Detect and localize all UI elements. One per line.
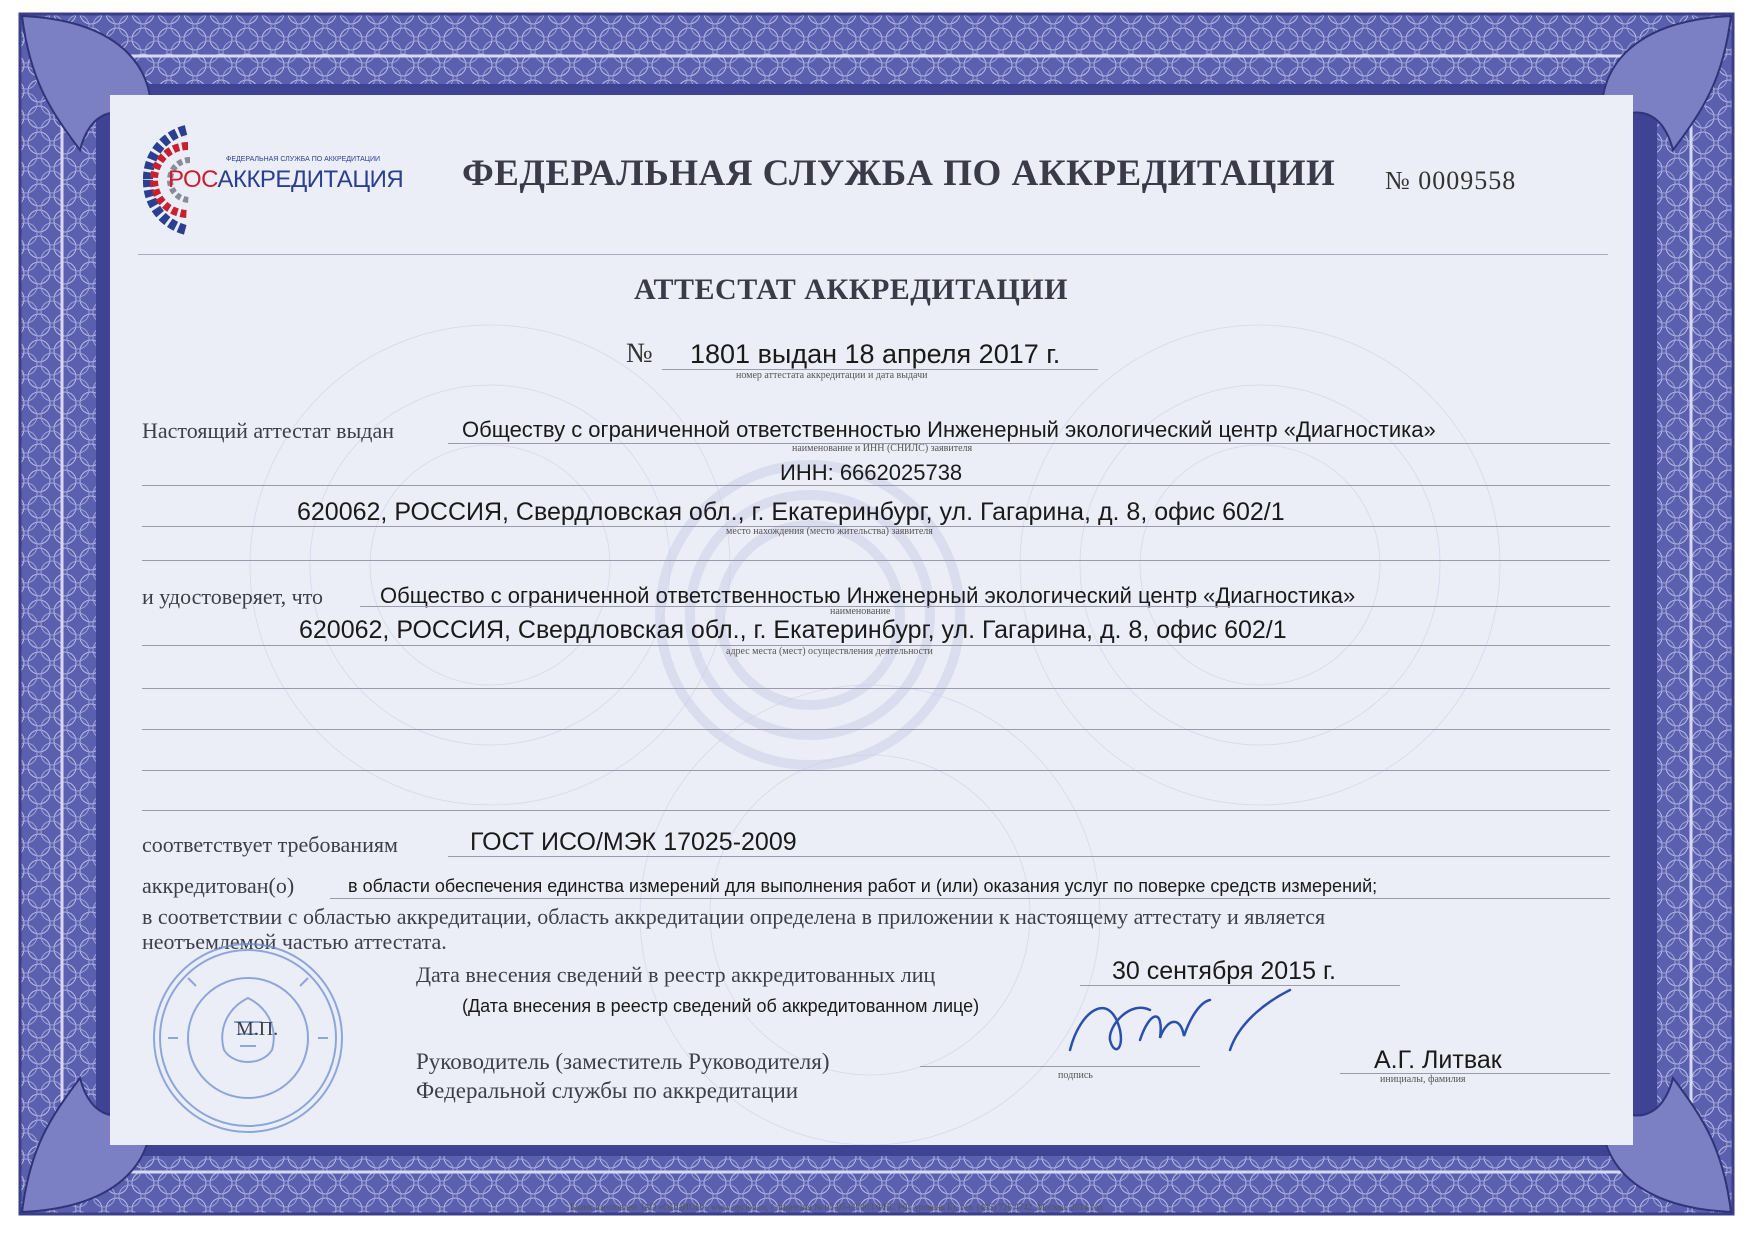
blank-line-2: [142, 688, 1610, 689]
requirements-value: ГОСТ ИСО/МЭК 17025-2009: [470, 828, 797, 856]
blank-line-3: [142, 729, 1610, 730]
stamp-place-label: М.П.: [236, 1018, 279, 1040]
requirements-line: [448, 856, 1610, 857]
accredited-note-line1: в соответствии с областью аккредитации, область аккредитации определена в приложении к настоящему аттестату и является: [142, 904, 1326, 929]
signature-caption: подпись: [1058, 1070, 1093, 1081]
footer-imprint: Бланк изготовлен ЗАО «ОПЦИОН», www.opcion.ru, ( лицензия № 05-05-09/003 ФНС РФ, уровень Б), тел. (495) 726 4742, Москва, 2014 год: [570, 1202, 1103, 1212]
accredited-note-line2: неотъемлемой частью аттестата.: [142, 929, 447, 954]
logo-wordmark-akk: АККРЕДИТАЦИЯ: [217, 166, 404, 193]
issued-to-name-line: [448, 443, 1610, 444]
handwritten-signature-icon: [1040, 980, 1320, 1070]
signatory-role-line1: Руководитель (заместитель Руководителя): [416, 1049, 830, 1074]
blank-line-1: [142, 560, 1610, 561]
certifies-address: 620062, РОССИЯ, Свердловская обл., г. Екатеринбург, ул. Гагарина, д. 8, офис 602/1: [299, 616, 1287, 644]
blank-line-4: [142, 770, 1610, 771]
header-divider: [138, 254, 1608, 255]
accredited-value: в области обеспечения единства измерений для выполнения работ и (или) оказания услуг по поверке средств измерений;: [348, 876, 1378, 896]
issued-to-label: Настоящий аттестат выдан: [142, 418, 395, 443]
blank-number: № 0009558: [1385, 166, 1517, 195]
signatory-role-line2: Федеральной службы по аккредитации: [416, 1078, 799, 1103]
certifies-name: Общество с ограниченной ответственностью Инженерный экологический центр «Диагностика»: [380, 583, 1356, 608]
registry-value: 30 сентября 2015 г.: [1112, 957, 1336, 985]
registry-label: Дата внесения сведений в реестр аккредитованных лиц: [416, 962, 936, 987]
accredited-label: аккредитован(о): [142, 873, 295, 898]
signatory-name-caption: инициалы, фамилия: [1380, 1074, 1466, 1085]
issued-to-address-caption: место нахождения (место жительства) заявителя: [726, 526, 933, 537]
certifies-name-caption: наименование: [830, 606, 891, 617]
certificate-number-value: 1801 выдан 18 апреля 2017 г.: [690, 339, 1061, 369]
registry-caption: (Дата внесения в реестр сведений об аккредитованном лице): [462, 996, 980, 1016]
logo-wordmark: [168, 166, 403, 194]
signature-line: [920, 1066, 1200, 1067]
accredited-line: [330, 898, 1610, 899]
signatory-name: А.Г. Литвак: [1374, 1046, 1502, 1074]
certifies-name-line: [360, 606, 1610, 607]
logo-caption-small: ФЕДЕРАЛЬНАЯ СЛУЖБА ПО АККРЕДИТАЦИИ: [226, 156, 381, 163]
issued-to-name: Обществу с ограниченной ответственностью Инженерный экологический центр «Диагностика»: [462, 417, 1436, 442]
blank-line-5: [142, 810, 1610, 811]
issued-to-address: 620062, РОССИЯ, Свердловская обл., г. Екатеринбург, ул. Гагарина, д. 8, офис 602/1: [297, 498, 1285, 526]
certificate-number-caption: номер аттестата аккредитации и дата выдачи: [736, 370, 928, 381]
logo-wordmark-ros: РОС: [168, 166, 218, 193]
issued-to-inn-line: [142, 485, 1610, 486]
certificate-number-prefix: №: [626, 338, 653, 369]
issued-to-name-caption: наименование и ИНН (СНИЛС) заявителя: [792, 443, 973, 454]
certificate-title: АТТЕСТАТ АККРЕДИТАЦИИ: [634, 273, 1068, 306]
certifies-label: и удостоверяет, что: [142, 584, 323, 609]
certifies-address-caption: адрес места (мест) осуществления деятельности: [726, 646, 933, 657]
requirements-label: соответствует требованиям: [142, 832, 398, 857]
issued-to-inn: ИНН: 6662025738: [780, 460, 963, 485]
agency-title: ФЕДЕРАЛЬНАЯ СЛУЖБА ПО АККРЕДИТАЦИИ: [462, 153, 1336, 194]
